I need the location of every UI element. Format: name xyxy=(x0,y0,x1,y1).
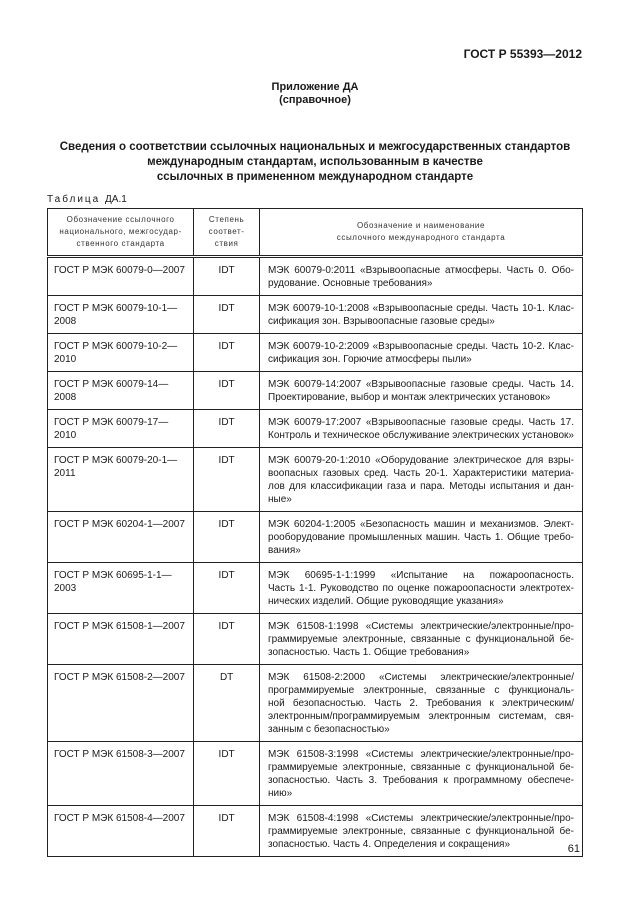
degree-cell: IDT xyxy=(194,563,260,614)
table-row xyxy=(48,257,583,296)
appendix-title: Приложение ДА xyxy=(271,81,359,93)
text-line: воопасных газовых сред. Часть 20-1. Характеристики материа- xyxy=(268,468,574,479)
degree-cell: IDT xyxy=(194,742,260,806)
text-line: программируемые электронные, связанные с функциональ- xyxy=(268,685,574,696)
text-line: рооборудование промышленных машин. Часть 1. Общие требо- xyxy=(268,532,574,543)
national-standard-cell: ГОСТ Р МЭК 61508-2—2007 xyxy=(48,665,194,742)
heading-line: международным стандартам, использованным в качестве xyxy=(147,156,483,168)
text-line: МЭК 60079-10-1:2008 «Взрывоопасные среды. Часть 10-1. Клас- xyxy=(268,303,574,314)
text-line: нию» xyxy=(268,788,293,799)
national-standard-cell: ГОСТ Р МЭК 61508-1—2007 xyxy=(48,614,194,665)
degree-cell: IDT xyxy=(194,806,260,857)
text-line: граммируемые электронные, связанные с функциональной бе- xyxy=(268,826,574,837)
text-line: вания» xyxy=(268,545,301,556)
header-line: ственного стандарта xyxy=(76,239,165,248)
degree-cell: IDT xyxy=(194,512,260,563)
degree-cell: DT xyxy=(194,665,260,742)
national-standard-cell: ГОСТ Р МЭК 60079-0—2007 xyxy=(48,257,194,296)
text-line: нических изделий. Общие руководящие указания» xyxy=(268,596,504,607)
text-line: ные» xyxy=(268,494,292,505)
correspondence-table xyxy=(47,208,583,857)
text-line: МЭК 60695-1-1:1999 «Испытание на пожароопасность. xyxy=(268,570,574,581)
text-line: электронным/программируемым электронным системам, свя- xyxy=(268,711,574,722)
document-code: ГОСТ Р 55393—2012 xyxy=(463,47,582,61)
header-international-standard xyxy=(260,209,583,257)
text-line: МЭК 60204-1:2005 «Безопасность машин и механизмов. Элект- xyxy=(268,519,574,530)
text-line: МЭК 60079-14:2007 «Взрывоопасные газовые среды. Часть 14. xyxy=(268,379,574,390)
header-line: национального, межгосудар- xyxy=(59,227,182,236)
international-standard-cell xyxy=(260,372,583,410)
text-line: Часть 1-1. Руководство по оценке пожароопасности электротех- xyxy=(268,583,574,594)
table-row xyxy=(48,296,583,334)
text-line: МЭК 60079-17:2007 «Взрывоопасные газовые среды. Часть 17. xyxy=(268,417,574,428)
table-caption-label: Таблица xyxy=(47,194,101,205)
text-line: МЭК 61508-2:2000 «Системы электрические/электронные/ xyxy=(268,672,574,683)
degree-cell: IDT xyxy=(194,257,260,296)
national-standard-cell: ГОСТ Р МЭК 61508-3—2007 xyxy=(48,742,194,806)
section-heading xyxy=(40,140,590,185)
degree-cell: IDT xyxy=(194,448,260,512)
international-standard-cell xyxy=(260,296,583,334)
international-standard-cell xyxy=(260,410,583,448)
international-standard-cell xyxy=(260,614,583,665)
table-row xyxy=(48,334,583,372)
header-line: ссылочного международного стандарта xyxy=(336,233,506,242)
table-row xyxy=(48,563,583,614)
national-standard-cell: ГОСТ Р МЭК 60079-10-2—2010 xyxy=(48,334,194,372)
degree-cell: IDT xyxy=(194,296,260,334)
appendix-title-block xyxy=(0,81,630,107)
text-line: ной безопасностью. Часть 2. Требования к электрическим/ xyxy=(268,698,574,709)
heading-line: Сведения о соответствии ссылочных национальных и межгосударственных стандартов xyxy=(59,141,571,153)
international-standard-cell xyxy=(260,806,583,857)
table-caption-number: ДА.1 xyxy=(105,194,127,205)
text-line: МЭК 61508-4:1998 «Системы электрические/электронные/про- xyxy=(268,813,574,824)
table-body xyxy=(48,257,583,857)
national-standard-cell: ГОСТ Р МЭК 60204-1—2007 xyxy=(48,512,194,563)
text-line: сификация зон. Взрывоопасные газовые среды» xyxy=(268,316,495,327)
national-standard-cell: ГОСТ Р МЭК 61508-4—2007 xyxy=(48,806,194,857)
page-number: 61 xyxy=(567,843,580,855)
text-line: граммируемые электронные, связанные с функциональной бе- xyxy=(268,634,574,645)
header-line: Степень xyxy=(208,215,245,224)
table-row xyxy=(48,372,583,410)
text-line: Контроль и техническое обслуживание электрических установок» xyxy=(268,430,574,441)
text-line: сификация зон. Горючие атмосферы пыли» xyxy=(268,354,472,365)
text-line: рудование. Основные требования» xyxy=(268,278,433,289)
degree-cell: IDT xyxy=(194,372,260,410)
text-line: зопасностью. Часть 4. Определения и сокращения» xyxy=(268,839,511,850)
header-degree xyxy=(194,209,260,257)
text-line: занным с безопасностью» xyxy=(268,724,390,735)
text-line: зопасностью. Часть 3. Требования к программному обеспече- xyxy=(268,775,574,786)
table-caption xyxy=(47,194,127,205)
table-row xyxy=(48,512,583,563)
national-standard-cell: ГОСТ Р МЭК 60695-1-1—2003 xyxy=(48,563,194,614)
header-line: соответ- xyxy=(208,227,245,236)
header-line: ствия xyxy=(214,239,239,248)
table-row xyxy=(48,665,583,742)
text-line: зопасностью. Часть 1. Общие требования» xyxy=(268,647,470,658)
text-line: Проектирование, выбор и монтаж электрических установок» xyxy=(268,392,551,403)
international-standard-cell xyxy=(260,563,583,614)
text-line: граммируемые электронные, связанные с функциональной бе- xyxy=(268,762,574,773)
text-line: лов для классификации газа и пара. Методы испытания и дан- xyxy=(268,481,574,492)
national-standard-cell: ГОСТ Р МЭК 60079-17—2010 xyxy=(48,410,194,448)
text-line: МЭК 60079-20-1:2010 «Оборудование электрическое для взры- xyxy=(268,455,574,466)
table-row xyxy=(48,742,583,806)
international-standard-cell xyxy=(260,742,583,806)
degree-cell: IDT xyxy=(194,410,260,448)
text-line: МЭК 61508-1:1998 «Системы электрические/электронные/про- xyxy=(268,621,574,632)
international-standard-cell xyxy=(260,334,583,372)
table-row xyxy=(48,448,583,512)
header-line: Обозначение ссылочного xyxy=(66,215,175,224)
national-standard-cell: ГОСТ Р МЭК 60079-20-1—2011 xyxy=(48,448,194,512)
table-header-row xyxy=(48,209,583,257)
heading-line: ссылочных в примененном международном стандарте xyxy=(156,171,474,183)
header-national-standard xyxy=(48,209,194,257)
international-standard-cell xyxy=(260,257,583,296)
table-row xyxy=(48,614,583,665)
table-row xyxy=(48,806,583,857)
text-line: МЭК 60079-0:2011 «Взрывоопасные атмосферы. Часть 0. Обо- xyxy=(268,265,574,276)
appendix-subtitle: (справочное) xyxy=(279,94,351,106)
degree-cell: IDT xyxy=(194,614,260,665)
national-standard-cell: ГОСТ Р МЭК 60079-14—2008 xyxy=(48,372,194,410)
national-standard-cell: ГОСТ Р МЭК 60079-10-1—2008 xyxy=(48,296,194,334)
degree-cell: IDT xyxy=(194,334,260,372)
header-line: Обозначение и наименование xyxy=(356,221,486,230)
international-standard-cell xyxy=(260,448,583,512)
international-standard-cell xyxy=(260,665,583,742)
text-line: МЭК 60079-10-2:2009 «Взрывоопасные среды. Часть 10-2. Клас- xyxy=(268,341,574,352)
text-line: МЭК 61508-3:1998 «Системы электрические/электронные/про- xyxy=(268,749,574,760)
table-row xyxy=(48,410,583,448)
international-standard-cell xyxy=(260,512,583,563)
